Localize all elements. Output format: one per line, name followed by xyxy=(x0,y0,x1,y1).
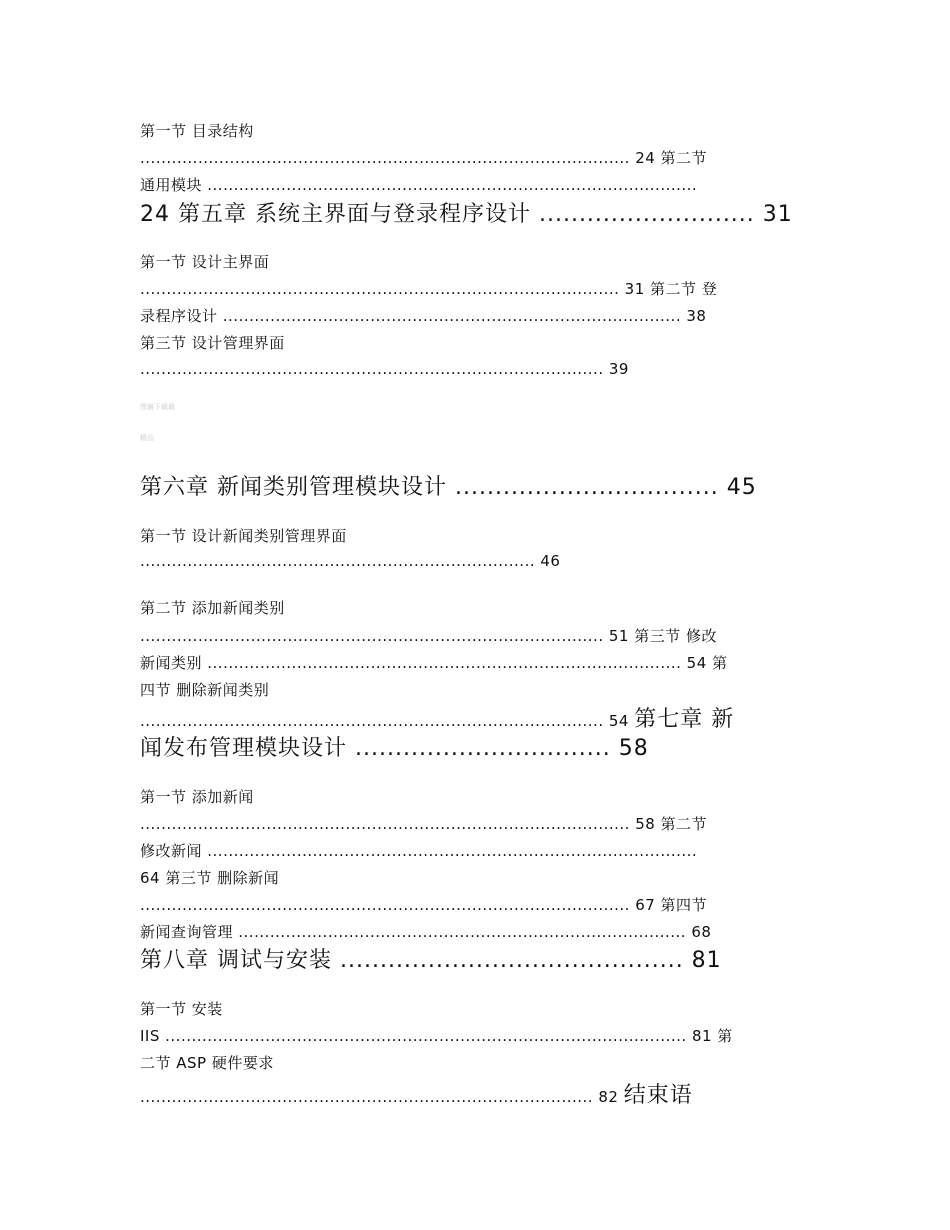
toc-mixed-line xyxy=(140,702,734,733)
toc-leader-line: ............................................................................................. 67 第四节 xyxy=(140,896,708,914)
toc-section-line: 64 第三节 删除新闻 xyxy=(140,869,280,887)
toc-chapter-line: 第六章 新闻类别管理模块设计 ................................. 45 xyxy=(140,475,757,500)
toc-leader-line: ............................................................................................. 58 第二节 xyxy=(140,815,708,833)
watermark-text: 精品 xyxy=(140,434,154,442)
toc-closing-title: 结束语 xyxy=(623,1083,693,1108)
toc-section-line: 二节 ASP 硬件要求 xyxy=(140,1054,274,1072)
toc-section-line: 通用模块 ............................................................................................. xyxy=(140,176,698,194)
toc-mixed-line xyxy=(140,1078,693,1109)
toc-section-line: 第一节 安装 xyxy=(140,1000,223,1018)
toc-leader-part: ...................................................................................... 82 xyxy=(140,1088,624,1106)
toc-chapter-line: 闻发布管理模块设计 ................................ 58 xyxy=(140,736,649,761)
toc-section-line: 第一节 设计新闻类别管理界面 xyxy=(140,527,347,545)
toc-section-line: 第二节 添加新闻类别 xyxy=(140,599,285,617)
toc-section-line: 第一节 设计主界面 xyxy=(140,253,270,271)
toc-section-line: IIS ................................................................................................... 81 第 xyxy=(140,1027,733,1045)
watermark-text: 图谢下载载 xyxy=(140,403,175,411)
toc-section-line: 第一节 添加新闻 xyxy=(140,788,254,806)
toc-section-line: 新闻查询管理 ..................................................................................... 68 xyxy=(140,923,712,941)
toc-section-line: 修改新闻 ............................................................................................. xyxy=(140,842,698,860)
toc-section-line: 录程序设计 ....................................................................................... 38 xyxy=(140,307,707,325)
toc-section-line: 第一节 目录结构 xyxy=(140,122,254,140)
toc-chapter-part: 第七章 新 xyxy=(634,707,735,732)
toc-leader-part: ........................................................................................ 54 xyxy=(140,712,635,730)
toc-leader-line: ........................................................................................ 51 第三节 修改 xyxy=(140,627,717,645)
toc-section-line: 第三节 设计管理界面 xyxy=(140,334,285,352)
toc-section-line: 四节 删除新闻类别 xyxy=(140,681,270,699)
toc-leader-line: ............................................................................................. 24 第二节 xyxy=(140,149,708,167)
toc-chapter-line: 第八章 调试与安装 ........................................... 81 xyxy=(140,948,722,973)
toc-chapter-line: 24 第五章 系统主界面与登录程序设计 ........................... 31 xyxy=(140,202,793,227)
toc-leader-line: ........................................................................................... 31 第二节 登 xyxy=(140,280,718,298)
toc-leader-line: ........................................................................... 46 xyxy=(140,552,561,570)
toc-section-line: 新闻类别 .......................................................................................... 54 第 xyxy=(140,654,728,672)
toc-leader-line: ........................................................................................ 39 xyxy=(140,360,629,378)
